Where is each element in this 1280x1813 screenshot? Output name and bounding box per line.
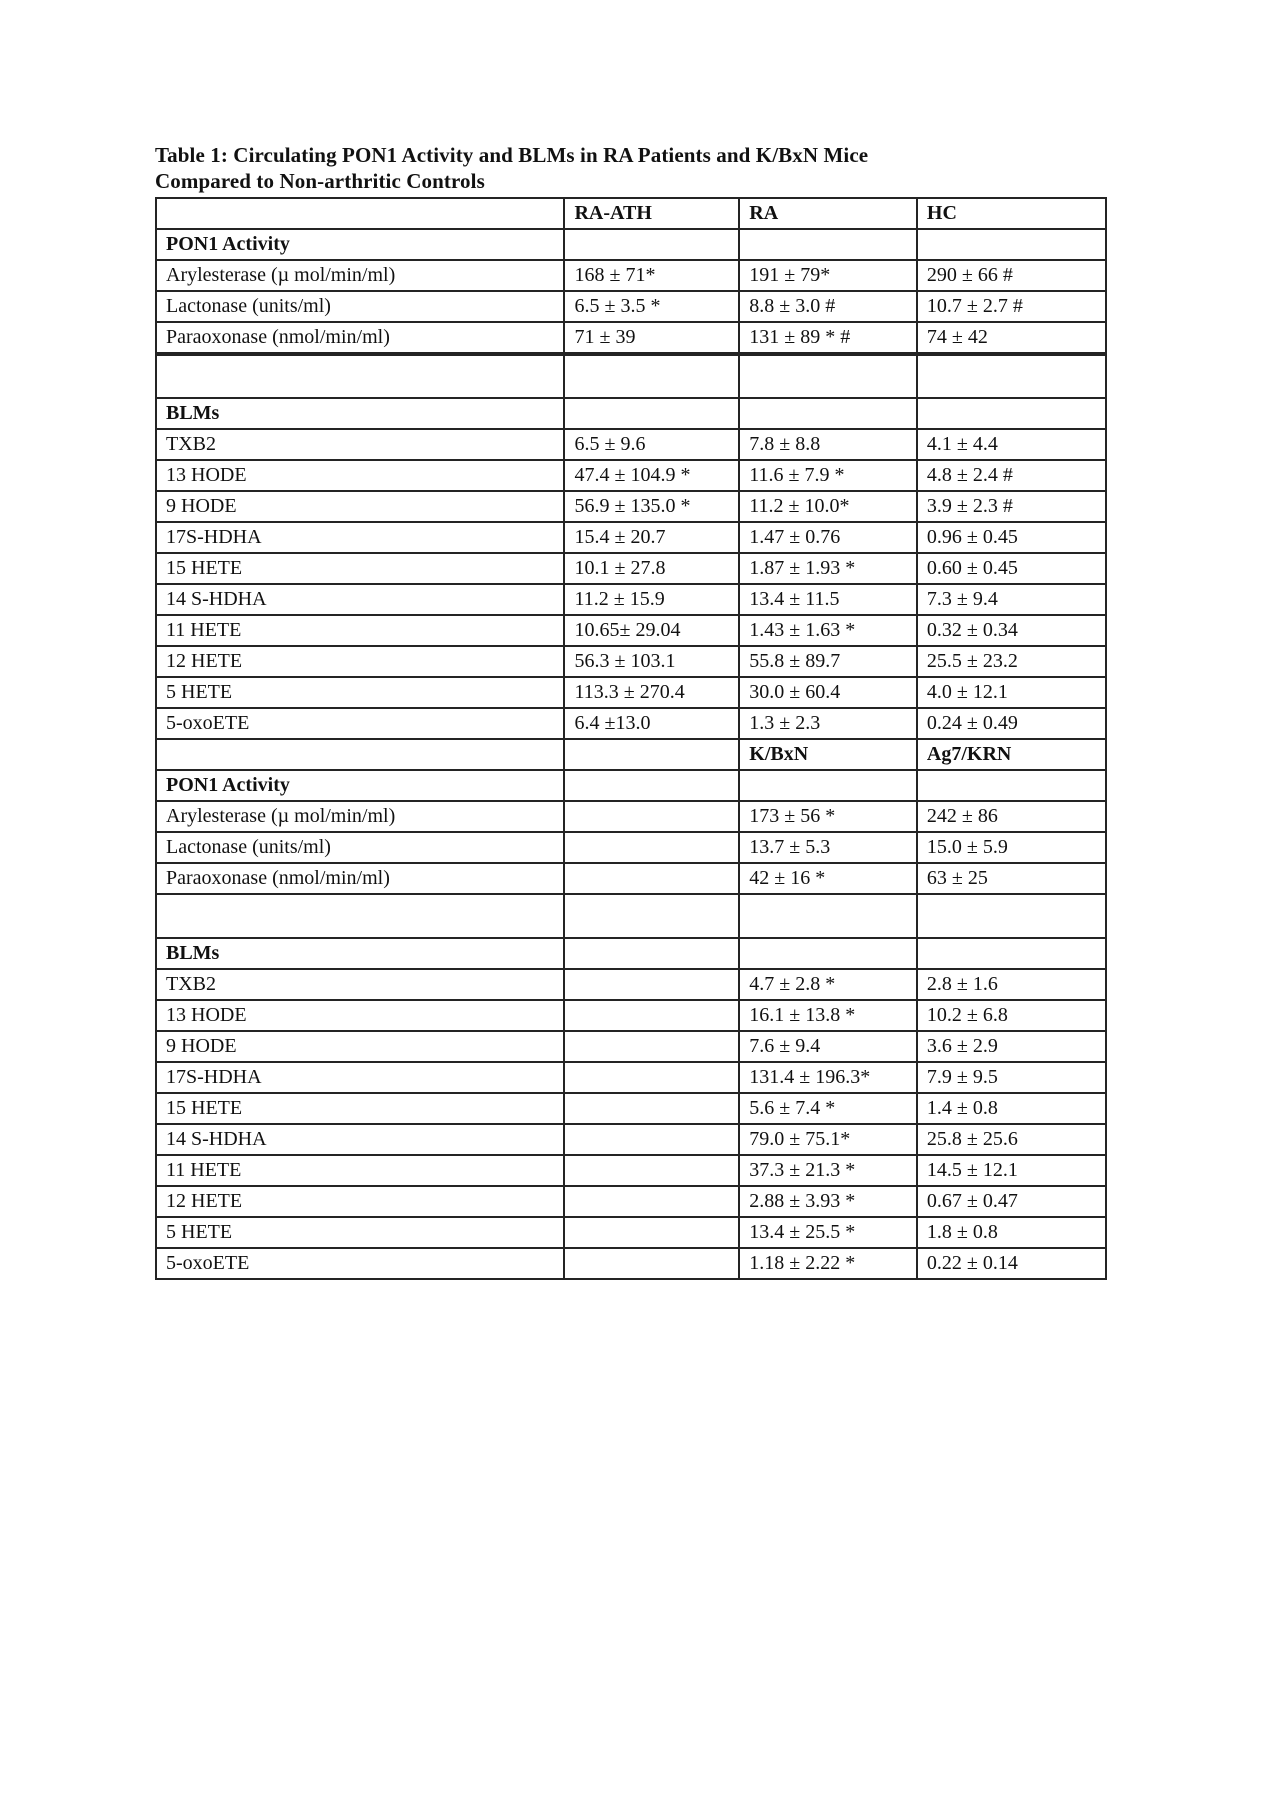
value-cell <box>564 1124 739 1155</box>
row-label-cell: BLMs <box>156 938 564 969</box>
value-cell: 4.7 ± 2.8 * <box>739 969 917 1000</box>
value-cell: 6.5 ± 3.5 * <box>564 291 739 322</box>
row-label-cell: 12 HETE <box>156 646 564 677</box>
value-cell: 0.22 ± 0.14 <box>917 1248 1106 1279</box>
row-label-cell: 11 HETE <box>156 1155 564 1186</box>
value-cell <box>564 1248 739 1279</box>
value-cell <box>564 739 739 770</box>
value-cell: 242 ± 86 <box>917 801 1106 832</box>
row-label-cell <box>156 739 564 770</box>
value-cell <box>564 1186 739 1217</box>
row-label-cell: 9 HODE <box>156 1031 564 1062</box>
value-cell: 25.8 ± 25.6 <box>917 1124 1106 1155</box>
table-row <box>156 522 1106 553</box>
value-cell: Ag7/KRN <box>917 739 1106 770</box>
table-row <box>156 260 1106 291</box>
value-cell <box>739 938 917 969</box>
row-label-cell: 14 S-HDHA <box>156 584 564 615</box>
table-row <box>156 460 1106 491</box>
value-cell: 11.2 ± 15.9 <box>564 584 739 615</box>
table-title-line-2: Compared to Non-arthritic Controls <box>155 169 485 193</box>
row-label-cell: TXB2 <box>156 429 564 460</box>
value-cell: 0.67 ± 0.47 <box>917 1186 1106 1217</box>
value-cell: 71 ± 39 <box>564 322 739 354</box>
value-cell: 4.0 ± 12.1 <box>917 677 1106 708</box>
value-cell <box>564 229 739 260</box>
value-cell: 4.1 ± 4.4 <box>917 429 1106 460</box>
value-cell <box>564 1155 739 1186</box>
row-label-cell: BLMs <box>156 398 564 429</box>
value-cell: 7.8 ± 8.8 <box>739 429 917 460</box>
value-cell <box>564 354 739 398</box>
value-cell: 10.65± 29.04 <box>564 615 739 646</box>
value-cell <box>564 1000 739 1031</box>
value-cell: 56.3 ± 103.1 <box>564 646 739 677</box>
value-cell: 6.4 ±13.0 <box>564 708 739 739</box>
row-label-cell: Arylesterase (µ mol/min/ml) <box>156 260 564 291</box>
row-label-cell: 5 HETE <box>156 1217 564 1248</box>
table-row <box>156 863 1106 894</box>
value-cell <box>917 894 1106 938</box>
value-cell: 1.87 ± 1.93 * <box>739 553 917 584</box>
table-row <box>156 1124 1106 1155</box>
value-cell <box>739 229 917 260</box>
value-cell: 63 ± 25 <box>917 863 1106 894</box>
value-cell: 0.96 ± 0.45 <box>917 522 1106 553</box>
value-cell: 15.0 ± 5.9 <box>917 832 1106 863</box>
section-header-row <box>156 398 1106 429</box>
value-cell: 7.6 ± 9.4 <box>739 1031 917 1062</box>
value-cell: 55.8 ± 89.7 <box>739 646 917 677</box>
value-cell: 1.3 ± 2.3 <box>739 708 917 739</box>
row-label-cell: Arylesterase (µ mol/min/ml) <box>156 801 564 832</box>
value-cell <box>739 398 917 429</box>
value-cell <box>564 1217 739 1248</box>
value-cell <box>564 894 739 938</box>
table-row <box>156 491 1106 522</box>
value-cell: 13.7 ± 5.3 <box>739 832 917 863</box>
value-cell: 0.24 ± 0.49 <box>917 708 1106 739</box>
row-label-cell: PON1 Activity <box>156 770 564 801</box>
table-title <box>155 142 1107 194</box>
value-cell <box>564 1093 739 1124</box>
value-cell: 14.5 ± 12.1 <box>917 1155 1106 1186</box>
value-cell <box>564 770 739 801</box>
value-cell: 2.8 ± 1.6 <box>917 969 1106 1000</box>
value-cell: 1.4 ± 0.8 <box>917 1093 1106 1124</box>
value-cell: 13.4 ± 25.5 * <box>739 1217 917 1248</box>
value-cell <box>564 969 739 1000</box>
value-cell: 0.32 ± 0.34 <box>917 615 1106 646</box>
value-cell <box>564 938 739 969</box>
value-cell: 11.2 ± 10.0* <box>739 491 917 522</box>
value-cell: 0.60 ± 0.45 <box>917 553 1106 584</box>
value-cell: RA <box>739 198 917 229</box>
value-cell: 1.43 ± 1.63 * <box>739 615 917 646</box>
table-row <box>156 429 1106 460</box>
value-cell <box>564 398 739 429</box>
row-label-cell: 15 HETE <box>156 1093 564 1124</box>
value-cell: 4.8 ± 2.4 # <box>917 460 1106 491</box>
table-row <box>156 553 1106 584</box>
value-cell: 10.7 ± 2.7 # <box>917 291 1106 322</box>
value-cell <box>917 770 1106 801</box>
row-label-cell: 17S-HDHA <box>156 1062 564 1093</box>
table-row <box>156 801 1106 832</box>
table-row <box>156 584 1106 615</box>
table-row <box>156 1031 1106 1062</box>
table-row <box>156 1155 1106 1186</box>
value-cell <box>917 398 1106 429</box>
section-header-row <box>156 229 1106 260</box>
value-cell: 1.47 ± 0.76 <box>739 522 917 553</box>
value-cell: 11.6 ± 7.9 * <box>739 460 917 491</box>
value-cell: K/BxN <box>739 739 917 770</box>
value-cell: 290 ± 66 # <box>917 260 1106 291</box>
row-label-cell: Lactonase (units/ml) <box>156 291 564 322</box>
table-title-line-1: Table 1: Circulating PON1 Activity and BLMs in RA Patients and K/BxN Mice <box>155 143 869 167</box>
value-cell: 3.6 ± 2.9 <box>917 1031 1106 1062</box>
value-cell <box>917 938 1106 969</box>
value-cell <box>564 863 739 894</box>
table-row <box>156 1062 1106 1093</box>
row-label-cell: 14 S-HDHA <box>156 1124 564 1155</box>
section-header-row <box>156 938 1106 969</box>
table-row <box>156 969 1106 1000</box>
table-row <box>156 615 1106 646</box>
value-cell <box>739 770 917 801</box>
value-cell: 6.5 ± 9.6 <box>564 429 739 460</box>
row-label-cell <box>156 198 564 229</box>
value-cell: 42 ± 16 * <box>739 863 917 894</box>
row-label-cell: 5 HETE <box>156 677 564 708</box>
row-label-cell: 5-oxoETE <box>156 1248 564 1279</box>
value-cell: 15.4 ± 20.7 <box>564 522 739 553</box>
value-cell: 131.4 ± 196.3* <box>739 1062 917 1093</box>
value-cell: 8.8 ± 3.0 # <box>739 291 917 322</box>
value-cell: 10.1 ± 27.8 <box>564 553 739 584</box>
value-cell: 7.9 ± 9.5 <box>917 1062 1106 1093</box>
row-label-cell <box>156 894 564 938</box>
value-cell <box>739 894 917 938</box>
value-cell: 25.5 ± 23.2 <box>917 646 1106 677</box>
table-row <box>156 1093 1106 1124</box>
value-cell: 13.4 ± 11.5 <box>739 584 917 615</box>
row-label-cell: Lactonase (units/ml) <box>156 832 564 863</box>
row-label-cell: 17S-HDHA <box>156 522 564 553</box>
value-cell: 2.88 ± 3.93 * <box>739 1186 917 1217</box>
value-cell: 7.3 ± 9.4 <box>917 584 1106 615</box>
table-row <box>156 322 1106 354</box>
value-cell: 37.3 ± 21.3 * <box>739 1155 917 1186</box>
value-cell: 3.9 ± 2.3 # <box>917 491 1106 522</box>
table-row <box>156 1000 1106 1031</box>
value-cell: 113.3 ± 270.4 <box>564 677 739 708</box>
section-header-row <box>156 770 1106 801</box>
row-label-cell: 9 HODE <box>156 491 564 522</box>
value-cell <box>917 229 1106 260</box>
value-cell: 191 ± 79* <box>739 260 917 291</box>
value-cell <box>917 354 1106 398</box>
value-cell: 131 ± 89 * # <box>739 322 917 354</box>
row-label-cell: 11 HETE <box>156 615 564 646</box>
value-cell: 47.4 ± 104.9 * <box>564 460 739 491</box>
row-label-cell: 13 HODE <box>156 1000 564 1031</box>
value-cell <box>564 832 739 863</box>
row-label-cell: Paraoxonase (nmol/min/ml) <box>156 863 564 894</box>
value-cell: 1.18 ± 2.22 * <box>739 1248 917 1279</box>
value-cell: 5.6 ± 7.4 * <box>739 1093 917 1124</box>
value-cell: HC <box>917 198 1106 229</box>
value-cell: RA-ATH <box>564 198 739 229</box>
value-cell: 10.2 ± 6.8 <box>917 1000 1106 1031</box>
row-label-cell: Paraoxonase (nmol/min/ml) <box>156 322 564 354</box>
value-cell: 173 ± 56 * <box>739 801 917 832</box>
table-row <box>156 291 1106 322</box>
row-label-cell: PON1 Activity <box>156 229 564 260</box>
table-row <box>156 677 1106 708</box>
value-cell: 168 ± 71* <box>564 260 739 291</box>
header-row <box>156 198 1106 229</box>
value-cell: 1.8 ± 0.8 <box>917 1217 1106 1248</box>
row-label-cell: 13 HODE <box>156 460 564 491</box>
header-row <box>156 739 1106 770</box>
table-row <box>156 646 1106 677</box>
row-label-cell: 5-oxoETE <box>156 708 564 739</box>
value-cell: 56.9 ± 135.0 * <box>564 491 739 522</box>
value-cell: 30.0 ± 60.4 <box>739 677 917 708</box>
value-cell: 79.0 ± 75.1* <box>739 1124 917 1155</box>
table-row <box>156 708 1106 739</box>
table-row <box>156 1248 1106 1279</box>
table-row <box>156 1186 1106 1217</box>
spacer-row <box>156 354 1106 398</box>
spacer-row <box>156 894 1106 938</box>
value-cell: 74 ± 42 <box>917 322 1106 354</box>
data-table <box>155 197 1107 1280</box>
table-body <box>156 198 1106 1279</box>
row-label-cell: TXB2 <box>156 969 564 1000</box>
value-cell <box>564 801 739 832</box>
value-cell <box>564 1062 739 1093</box>
row-label-cell <box>156 354 564 398</box>
table-row <box>156 832 1106 863</box>
table-row <box>156 1217 1106 1248</box>
value-cell: 16.1 ± 13.8 * <box>739 1000 917 1031</box>
table-block <box>155 142 1107 1280</box>
row-label-cell: 15 HETE <box>156 553 564 584</box>
row-label-cell: 12 HETE <box>156 1186 564 1217</box>
value-cell <box>739 354 917 398</box>
value-cell <box>564 1031 739 1062</box>
